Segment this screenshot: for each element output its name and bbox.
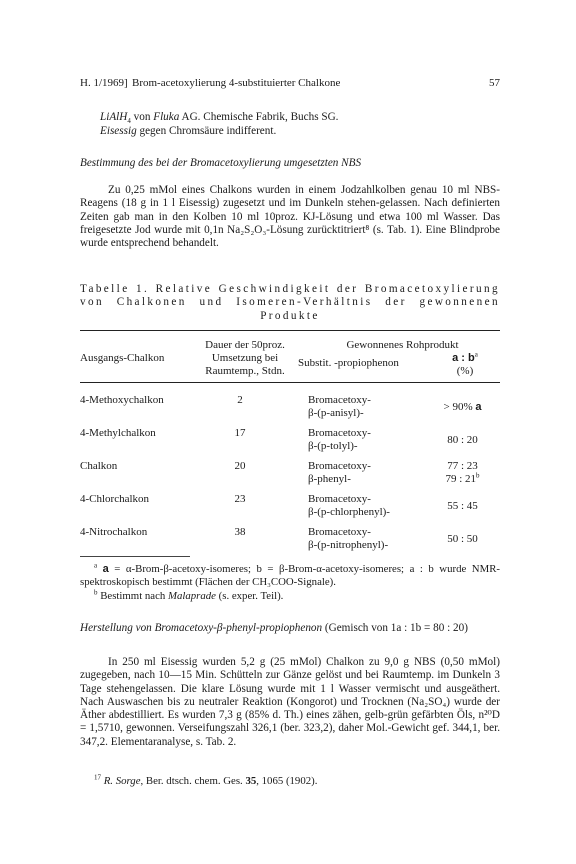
table-row-product: Bromacetoxy- β-phenyl-	[308, 460, 371, 485]
table-row-dauer: 17	[234, 427, 246, 439]
table-row-dauer: 2	[237, 394, 243, 406]
table-footnote-b: $^b$ Bestimmt nach Malaprade (s. exper. Teil).	[94, 588, 284, 602]
table-row-chalkon: 4-Chlorchalkon	[80, 493, 150, 505]
table-row-product: Bromacetoxy- β-(p-anisyl)-	[308, 394, 371, 419]
paragraph-nbs: Zu 0,25 mMol eines Chalkons wurden in einem Jodzahlkolben genau 10 ml NBS-Reagens (18 g in 1 l Eisessig) zugesetzt und im Dunkeln stehen-gelassen. Nach definierten Zeiten gab man in den Kolben 10 ml 10proz. KJ-Lösung und etwa 100 ml Wasser. Das freigesetzte Jod wurde mit 0,1n Na₂S₂O₃-Lösung zurücktitriert⁸ (s. Tab. 1). Eine Blindprobe wurde entsprechend behandelt.	[80, 184, 500, 250]
paragraph-herstellung: In 250 ml Eisessig wurden 5,2 g (25 mMol) Chalkon zu 9,0 g NBS (0,50 mMol) zugegeben, nach 10—15 Min. Schütteln zur Gänze gelöst und bei Raumtemp. im Dunkeln 3 Tage stehengelassen. Die klare Lösung wurde mit 1 l Wasser vermischt und ausgeäthert. Nach Auswaschen bis zu neutraler Reaktion (Kongorot) und Trocknen (Na₂SO₄) wurde der Äther abdestilliert. Es wurden 7,3 g (85% d. Th.) eines zähen, gelb-grün gefärbten Öls, n²⁰D = 1,5710, gewonnen. Verseifungszahl 326,1 (ber. 323,2), daher Mol.-Gewicht gef. 344,1, ber. 347,2. Elementaranalyse, s. Tab. 2.	[80, 656, 500, 748]
table-row-product: Bromacetoxy- β-(p-tolyl)-	[308, 427, 371, 452]
table-row-product: Bromacetoxy- β-(p-chlorphenyl)-	[308, 493, 390, 518]
header-rohprodukt: Gewonnenes Rohprodukt	[346, 339, 459, 351]
running-title: Brom-acetoxylierung 4-substituierter Chalkone	[132, 77, 341, 89]
table-footnote-rule	[80, 556, 190, 557]
table-row-ratio: 80 : 20	[447, 434, 478, 446]
page-footnote: $^{17}$ R. Sorge, Ber. dtsch. chem. Ges. 35, 1065 (1902).	[94, 773, 318, 787]
table-header-rule	[80, 382, 500, 383]
table-row-product: Bromacetoxy- β-(p-nitrophenyl)-	[308, 526, 389, 551]
table-row-chalkon: 4-Methylchalkon	[80, 427, 156, 439]
section-heading-nbs: Bestimmung des bei der Bromacetoxylierung umgesetzten NBS	[80, 157, 362, 169]
header-propiophenon: Substit. -propiophenon	[298, 357, 399, 369]
header-dauer: Dauer der 50proz. Umsetzung bei Raumtemp., Stdn.	[205, 339, 285, 377]
table-row-ratio: 55 : 45	[447, 500, 478, 512]
table-caption: Tabelle 1. Relative Geschwindigkeit der Bromacetoxylierung von Chalkonen und Isomeren-Verhältnis der gewonnenen Produkte	[80, 283, 500, 322]
page-number: 57	[489, 77, 500, 89]
table-row-dauer: 23	[234, 493, 246, 505]
table-row-dauer: 38	[234, 526, 246, 538]
table-footnote-a: $^a$ a = α-Brom-β-acetoxy-isomeres; b = β-Brom-α-acetoxy-isomeres; a : b wurde NMR-spektroskopisch bestimmt (Flächen der CH₃COO-Signale).	[80, 561, 500, 589]
table-row-ratio: 50 : 50	[447, 533, 478, 545]
reagent-line-2: Eisessig gegen Chromsäure indifferent.	[100, 125, 277, 137]
table-row-dauer: 20	[234, 460, 246, 472]
table-top-rule	[80, 330, 500, 331]
table-row-ratio: 77 : 23 79 : 21$^b$	[445, 460, 480, 485]
table-row-chalkon: 4-Methoxychalkon	[80, 394, 164, 406]
table-row-chalkon: 4-Nitrochalkon	[80, 526, 148, 538]
reagent-line-1: LiAlH$_4$ von Fluka AG. Chemische Fabrik, Buchs SG.	[100, 111, 339, 126]
table-row-ratio: > 90% a	[443, 401, 482, 413]
table-row-chalkon: Chalkon	[80, 460, 118, 472]
header-chalkon: Ausgangs-Chalkon	[80, 352, 165, 364]
journal-issue: H. 1/1969]	[80, 77, 128, 89]
section-heading-herstellung: Herstellung von Bromacetoxy-β-phenyl-propiophenon (Gemisch von 1a : 1b = 80 : 20)	[80, 622, 468, 634]
header-ratio: a : $b^a$ (%)	[452, 350, 478, 377]
